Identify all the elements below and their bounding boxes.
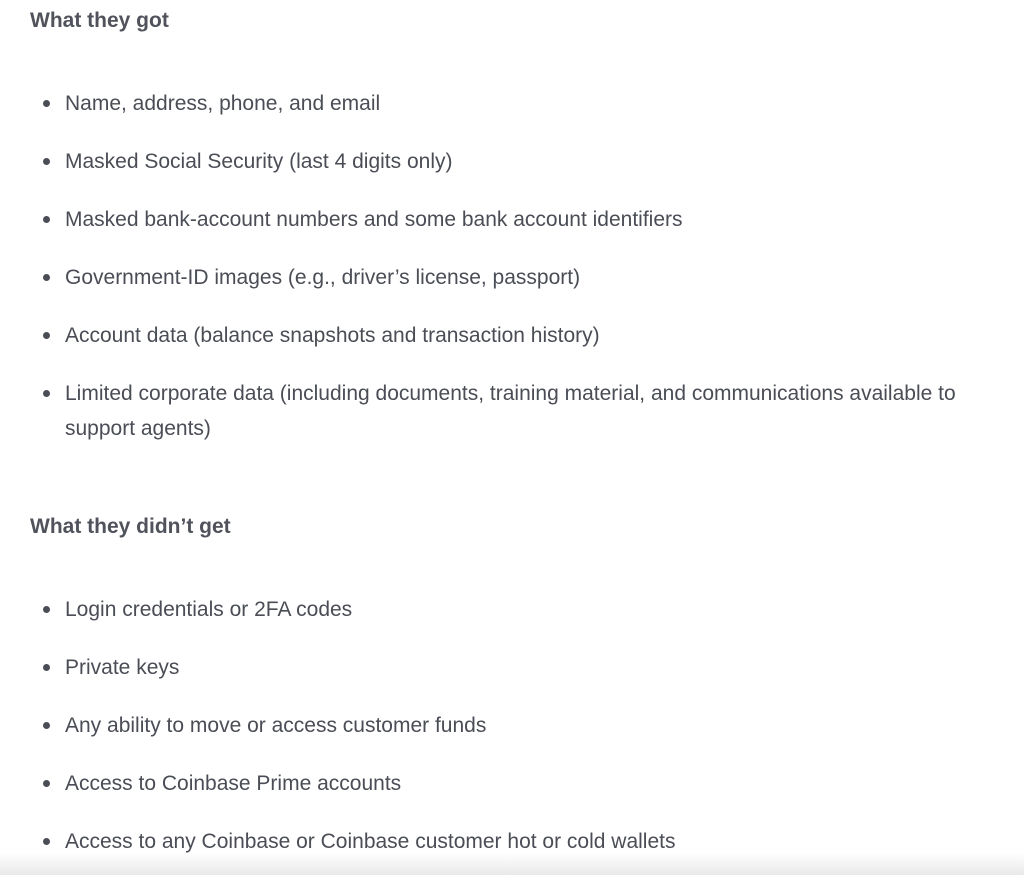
list-item <box>30 650 1005 685</box>
list-item <box>30 86 1005 121</box>
list-item-text: Name, address, phone, and email <box>65 92 381 115</box>
bullet-icon <box>43 780 50 787</box>
list-item-text: Limited corporate data (including documents, training material, and communications available to support agents) <box>65 382 956 440</box>
bullet-icon <box>43 606 50 613</box>
list-item <box>30 202 1005 237</box>
list-item-text: Access to any Coinbase or Coinbase customer hot or cold wallets <box>65 830 676 853</box>
list-item-text: Account data (balance snapshots and transaction history) <box>65 324 600 347</box>
bullet-list-what-they-didnt-get <box>30 592 1005 882</box>
list-item-text: Any ability to move or access customer funds <box>65 714 487 737</box>
list-item-text: Masked Social Security (last 4 digits only) <box>65 150 453 173</box>
list-item <box>30 708 1005 743</box>
list-item <box>30 376 1005 446</box>
list-item <box>30 592 1005 627</box>
bullet-icon <box>43 274 50 281</box>
bullet-icon <box>43 664 50 671</box>
section-heading-what-they-didnt-get: What they didn’t get <box>30 515 231 538</box>
list-item <box>30 260 1005 295</box>
section-heading-what-they-got: What they got <box>30 9 169 32</box>
list-item-text: Private keys <box>65 656 180 679</box>
list-item-text: Login credentials or 2FA codes <box>65 598 353 621</box>
list-item <box>30 144 1005 179</box>
bullet-icon <box>43 722 50 729</box>
bullet-icon <box>43 390 50 397</box>
bullet-icon <box>43 332 50 339</box>
list-item-text: Government-ID images (e.g., driver’s license, passport) <box>65 266 581 289</box>
bullet-icon <box>43 838 50 845</box>
bullet-icon <box>43 158 50 165</box>
bullet-icon <box>43 216 50 223</box>
bullet-list-what-they-got <box>30 86 1005 469</box>
list-item-text: Masked bank-account numbers and some bank account identifiers <box>65 208 683 231</box>
bottom-fade <box>0 853 1024 875</box>
bullet-icon <box>43 100 50 107</box>
list-item-text: Access to Coinbase Prime accounts <box>65 772 402 795</box>
list-item <box>30 766 1005 801</box>
list-item <box>30 318 1005 353</box>
